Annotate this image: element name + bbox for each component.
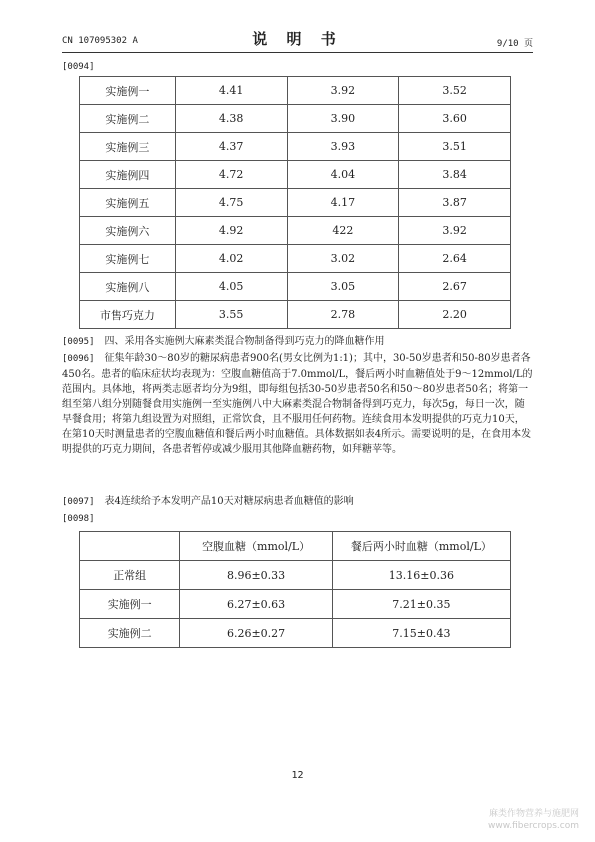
table-cell: 3.52 (399, 77, 511, 105)
paragraph-tag-0097: [0097] (62, 497, 95, 507)
table-cell: 实施例一 (80, 590, 180, 619)
paragraph-0097 (62, 494, 533, 510)
table-cell: 实施例四 (80, 161, 176, 189)
table-cell: 2.78 (287, 301, 399, 329)
table-cell: 2.20 (399, 301, 511, 329)
table-cell: 4.02 (175, 245, 287, 273)
table-cell: 实施例五 (80, 189, 176, 217)
table-row (80, 189, 511, 217)
table-cell: 422 (287, 217, 399, 245)
table-cell: 2.64 (399, 245, 511, 273)
table-cell: 4.38 (175, 105, 287, 133)
paragraph-text-0096: 征集年龄30～80岁的糖尿病患者900名(男女比例为1:1)；其中，30-50岁患者和50-80岁患者各450名。患者的临床症状均表现为：空腹血糖值高于7.0mmol/L，餐后两小时血糖值处于9～12mmol/L的范围内。具体地，将两类志愿者均分为9组，即每组包括30-50岁患者50名和50～80岁患者50名；将第一组至第八组分别随餐食用实施例一至实施例八中大麻素类混合物制备得到巧克力，每次5g，每日一次，随早餐食用；将第九组设置为对照组，正常饮食，且不服用任何药物。连续食用本发明提供的巧克力10天，在第10天时测量患者的空腹血糖值和餐后两小时血糖值。具体数据如表4所示。需要说明的是，在食用本发明提供的巧克力期间，各患者暂停或减少服用其他降血糖药物，如拜糖苹等。 (62, 353, 533, 455)
table-cell: 4.04 (287, 161, 399, 189)
column-header (80, 532, 180, 561)
watermark-line-2: www.fibercrops.com (488, 821, 579, 831)
table-cell: 6.26±0.27 (180, 619, 332, 648)
table-cell: 4.37 (175, 133, 287, 161)
table-cell: 8.96±0.33 (180, 561, 332, 590)
table-row (80, 161, 511, 189)
table-row (80, 133, 511, 161)
table-cell: 7.15±0.43 (332, 619, 510, 648)
table-cell: 3.93 (287, 133, 399, 161)
results-table-1 (79, 76, 511, 329)
page-header (62, 26, 533, 50)
table-cell: 正常组 (80, 561, 180, 590)
table-cell: 3.05 (287, 273, 399, 301)
table-cell: 实施例七 (80, 245, 176, 273)
table-row (80, 217, 511, 245)
table-cell: 3.87 (399, 189, 511, 217)
table-row (80, 561, 511, 590)
column-header: 餐后两小时血糖（mmol/L） (332, 532, 510, 561)
table-cell: 3.92 (399, 217, 511, 245)
table-cell: 3.84 (399, 161, 511, 189)
table-cell: 3.90 (287, 105, 399, 133)
table-cell: 4.17 (287, 189, 399, 217)
table-cell: 6.27±0.63 (180, 590, 332, 619)
paragraph-tag-0098: [0098] (62, 514, 95, 524)
table-cell: 实施例二 (80, 619, 180, 648)
table-header-row (80, 532, 511, 561)
table-row (80, 590, 511, 619)
blood-glucose-table (79, 531, 511, 648)
table-cell: 实施例六 (80, 217, 176, 245)
table-cell: 7.21±0.35 (332, 590, 510, 619)
table-cell: 实施例八 (80, 273, 176, 301)
table-cell: 实施例一 (80, 77, 176, 105)
document-title: 说 明 书 (252, 30, 343, 48)
table-cell: 3.51 (399, 133, 511, 161)
table-cell: 4.72 (175, 161, 287, 189)
column-header: 空腹血糖（mmol/L） (180, 532, 332, 561)
watermark (488, 808, 579, 832)
table-cell: 实施例二 (80, 105, 176, 133)
watermark-line-1: 麻类作物营养与施肥网 (488, 809, 579, 819)
header-divider (62, 52, 533, 53)
page-number: 12 (291, 770, 304, 781)
paragraph-tag-0095: [0095] (62, 337, 95, 347)
table-row (80, 105, 511, 133)
paragraph-0096 (62, 351, 533, 457)
paragraph-text-0097: 表4连续给予本发明产品10天对糖尿病患者血糖值的影响 (104, 496, 354, 507)
paragraph-tag-0096: [0096] (62, 354, 95, 364)
paragraph-tag-0094: [0094] (62, 62, 95, 72)
table-cell: 3.60 (399, 105, 511, 133)
table-cell: 2.67 (399, 273, 511, 301)
table-row (80, 301, 511, 329)
table-cell: 实施例三 (80, 133, 176, 161)
table-cell: 13.16±0.36 (332, 561, 510, 590)
table-cell: 市售巧克力 (80, 301, 176, 329)
table-row (80, 619, 511, 648)
table-row (80, 77, 511, 105)
table-row (80, 273, 511, 301)
table-row (80, 245, 511, 273)
page-indicator: 9/10 页 (496, 39, 533, 49)
table-cell: 4.75 (175, 189, 287, 217)
table-cell: 3.92 (287, 77, 399, 105)
patent-number: CN 107095302 A (62, 36, 138, 46)
paragraph-text-0095: 四、采用各实施例大麻素类混合物制备得到巧克力的降血糖作用 (104, 336, 385, 347)
table-cell: 4.92 (175, 217, 287, 245)
table-cell: 4.05 (175, 273, 287, 301)
table-cell: 3.02 (287, 245, 399, 273)
table-cell: 4.41 (175, 77, 287, 105)
table-cell: 3.55 (175, 301, 287, 329)
paragraph-0095 (62, 334, 533, 350)
